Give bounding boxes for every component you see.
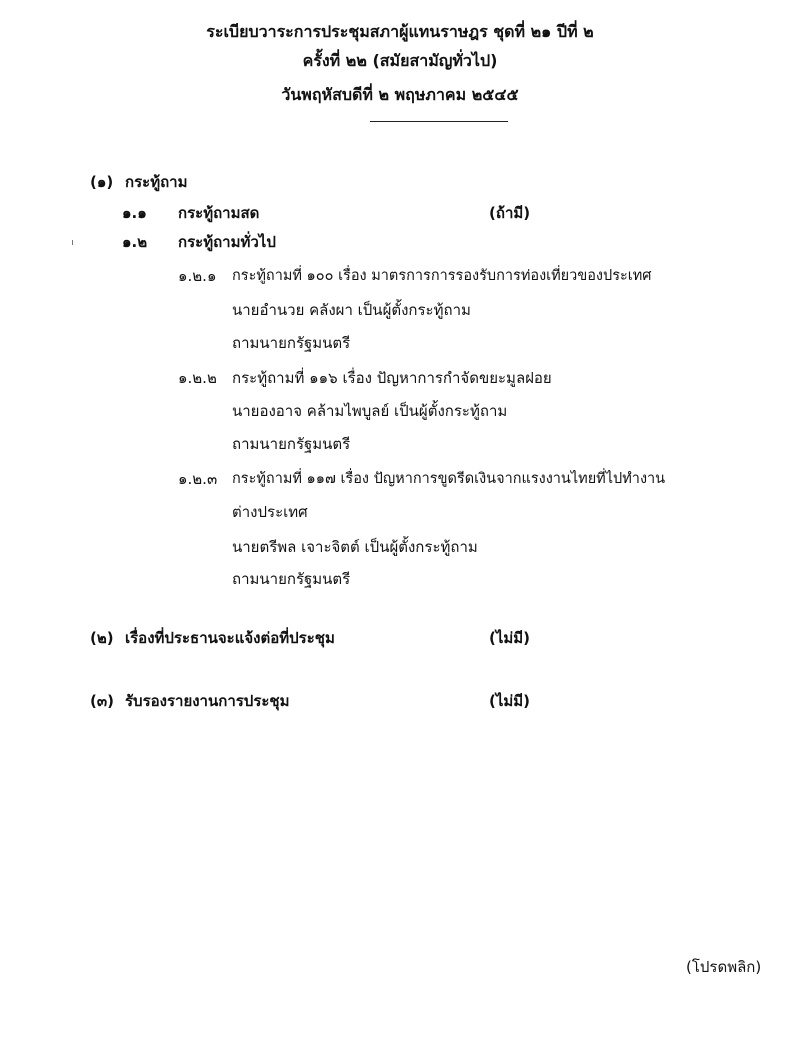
sub1-number: ๑.๑ [122, 204, 147, 222]
item2-title: เรื่องที่ประธานจะแจ้งต่อที่ประชุม [125, 629, 335, 647]
question3-subject: กระทู้ถามที่ ๑๑๗ เรื่อง ปัญหาการขูดรีดเงินจากแรงงานไทยที่ไปทำงาน [232, 471, 666, 487]
question3-subject-continued: ต่างประเทศ [232, 503, 308, 521]
question1-subject: กระทู้ถามที่ ๑๐๐ เรื่อง มาตรการการรองรับการท่องเที่ยวของประเทศ [232, 268, 652, 284]
scan-speck [72, 240, 73, 245]
question3-asker: นายตรีพล เจาะจิตต์ เป็นผู้ตั้งกระทู้ถาม [232, 538, 478, 556]
sub1-title: กระทู้ถามสด [178, 204, 260, 222]
session-number: ครั้งที่ ๒๒ (สมัยสามัญทั่วไป) [302, 51, 498, 70]
item3-number: (๓) [90, 692, 114, 710]
agenda-title: ระเบียบวาระการประชุมสภาผู้แทนราษฎร ชุดที่ ๒๑ ปีที่ ๒ [206, 22, 594, 41]
question1-asker: นายอำนวย คลังผา เป็นผู้ตั้งกระทู้ถาม [232, 301, 471, 319]
question3-addressee: ถามนายกรัฐมนตรี [232, 570, 351, 588]
question2-subject: กระทู้ถามที่ ๑๑๖ เรื่อง ปัญหาการกำจัดขยะมูลฝอย [232, 369, 552, 387]
please-turn-over-note: (โปรดพลิก) [686, 958, 762, 976]
item3-title: รับรองรายงานการประชุม [125, 692, 290, 710]
meeting-date: วันพฤหัสบดีที่ ๒ พฤษภาคม ๒๕๔๕ [281, 85, 519, 104]
item2-number: (๒) [90, 629, 114, 647]
question3-number: ๑.๒.๓ [178, 470, 218, 488]
header-divider [370, 121, 508, 122]
item1-number: (๑) [90, 173, 114, 191]
item1-title: กระทู้ถาม [125, 173, 188, 191]
sub2-title: กระทู้ถามทั่วไป [178, 233, 276, 251]
item3-status: (ไม่มี) [489, 692, 531, 710]
sub1-status: (ถ้ามี) [489, 204, 531, 222]
question2-number: ๑.๒.๒ [178, 369, 217, 387]
question1-addressee: ถามนายกรัฐมนตรี [232, 334, 351, 352]
sub2-number: ๑.๒ [122, 233, 148, 251]
item2-status: (ไม่มี) [489, 629, 531, 647]
question1-number: ๑.๒.๑ [178, 267, 217, 285]
question2-asker: นายองอาจ คล้ามไพบูลย์ เป็นผู้ตั้งกระทู้ถาม [232, 402, 508, 420]
question2-addressee: ถามนายกรัฐมนตรี [232, 435, 351, 453]
